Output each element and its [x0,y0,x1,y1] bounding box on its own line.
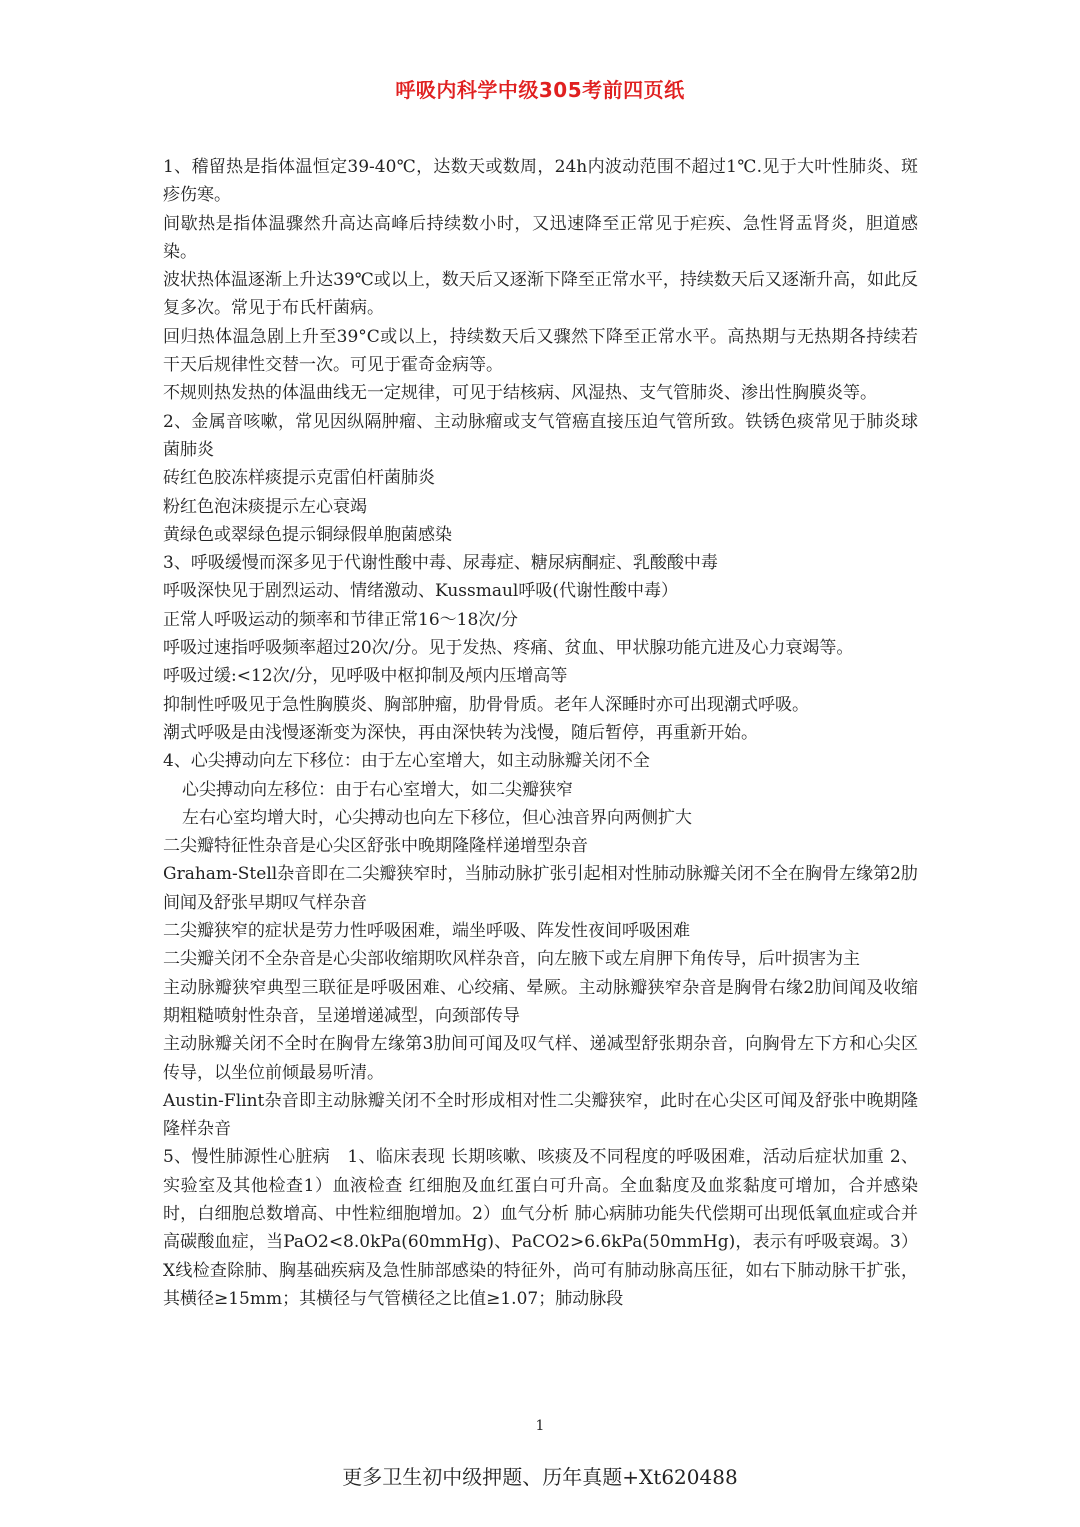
paragraph: 呼吸过速指呼吸频率超过20次/分。见于发热、疼痛、贫血、甲状腺功能亢进及心力衰竭等。 [163,638,854,659]
paragraph: 呼吸过缓:<12次/分，见呼吸中枢抑制及颅内压增高等 [163,666,568,687]
paragraph: 二尖瓣特征性杂音是心尖区舒张中晚期隆隆样递增型杂音 [163,836,588,857]
paragraph: 1、稽留热是指体温恒定39-40℃，达数天或数周，24h内波动范围不超过1℃.见于大叶性肺炎、斑疹伤寒。 [163,157,918,206]
page-title: 呼吸内科学中级305考前四页纸 [395,78,685,102]
paragraph: 正常人呼吸运动的频率和节律正常16～18次/分 [163,609,518,630]
paragraph: 砖红色胶冻样痰提示克雷伯杆菌肺炎 [163,468,435,489]
paragraph: 4、心尖搏动向左下移位：由于左心室增大，如主动脉瓣关闭不全 [163,751,650,772]
paragraph: 粉红色泡沫痰提示左心衰竭 [163,496,367,517]
paragraph: 不规则热发热的体温曲线无一定规律，可见于结核病、风湿热、支气管肺炎、渗出性胸膜炎等。 [163,383,877,404]
paragraph: 二尖瓣狭窄的症状是劳力性呼吸困难，端坐呼吸、阵发性夜间呼吸困难 [163,921,690,942]
paragraph: 主动脉瓣关闭不全时在胸骨左缘第3肋间可闻及叹气样、递减型舒张期杂音，向胸骨左下方和心尖区传导，以坐位前倾最易听清。 [163,1034,918,1083]
paragraph: 间歇热是指体温骤然升高达高峰后持续数小时，又迅速降至正常见于疟疾、急性肾盂肾炎，胆道感染。 [163,213,918,262]
paragraph: 左右心室均增大时，心尖搏动也向左下移位，但心浊音界向两侧扩大 [182,807,692,828]
paragraph: Graham-Stell杂音即在二尖瓣狭窄时，当肺动脉扩张引起相对性肺动脉瓣关闭不全在胸骨左缘第2肋间闻及舒张早期叹气样杂音 [163,864,918,913]
document-body [163,153,918,1313]
paragraph: Austin-Flint杂音即主动脉瓣关闭不全时形成相对性二尖瓣狭窄，此时在心尖区可闻及舒张中晚期隆隆样杂音 [163,1090,918,1140]
footer-note: 更多卫生初中级押题、历年真题+Xt620488 [342,1465,738,1489]
paragraph: 抑制性呼吸见于急性胸膜炎、胸部肿瘤，肋骨骨质。老年人深睡时亦可出现潮式呼吸。 [163,694,809,715]
paragraph: 5、慢性肺源性心脏病 1、临床表现 长期咳嗽、咳痰及不同程度的呼吸困难，活动后症状加重 2、实验室及其他检查1）血液检查 红细胞及血红蛋白可升高。全血黏度及血浆黏度可增加，合并感染时，白细胞总数增高、中性粒细胞增加。2）血气分析 肺心病肺功能失代偿期可出现低氧血症或合并高碳酸血症，当PaO2<8.0kPa(60mmHg)、PaCO2>6.6kPa(50mmHg)，表示有呼吸衰竭。3）X线检查除肺、胸基础疾病及急性肺部感染的特征外，尚可有肺动脉高压征，如右下肺动脉干扩张，其横径≥15mm；其横径与气管横径之比值≥1.07；肺动脉段 [163,1147,918,1309]
paragraph: 心尖搏动向左移位：由于右心室增大，如二尖瓣狭窄 [182,779,573,800]
paragraph: 回归热体温急剧上升至39°C或以上，持续数天后又骤然下降至正常水平。高热期与无热期各持续若干天后规律性交替一次。可见于霍奇金病等。 [163,326,918,376]
paragraph: 黄绿色或翠绿色提示铜绿假单胞菌感染 [163,524,452,545]
paragraph: 二尖瓣关闭不全杂音是心尖部收缩期吹风样杂音，向左腋下或左肩胛下角传导，后叶损害为主 [163,949,860,970]
paragraph: 主动脉瓣狭窄典型三联征是呼吸困难、心绞痛、晕厥。主动脉瓣狭窄杂音是胸骨右缘2肋间闻及收缩期粗糙喷射性杂音，呈递增递减型，向颈部传导 [163,977,918,1026]
page-number: 1 [535,1418,545,1434]
paragraph: 2、金属音咳嗽，常见因纵隔肿瘤、主动脉瘤或支气管癌直接压迫气管所致。铁锈色痰常见于肺炎球菌肺炎 [163,411,918,460]
paragraph: 呼吸深快见于剧烈运动、情绪激动、Kussmaul呼吸(代谢性酸中毒） [163,581,678,602]
paragraph: 波状热体温逐渐上升达39℃或以上，数天后又逐渐下降至正常水平，持续数天后又逐渐升高，如此反复多次。常见于布氏杆菌病。 [163,270,918,319]
paragraph: 3、呼吸缓慢而深多见于代谢性酸中毒、尿毒症、糖尿病酮症、乳酸酸中毒 [163,553,718,574]
paragraph: 潮式呼吸是由浅慢逐渐变为深快，再由深快转为浅慢，随后暂停，再重新开始。 [163,722,758,743]
